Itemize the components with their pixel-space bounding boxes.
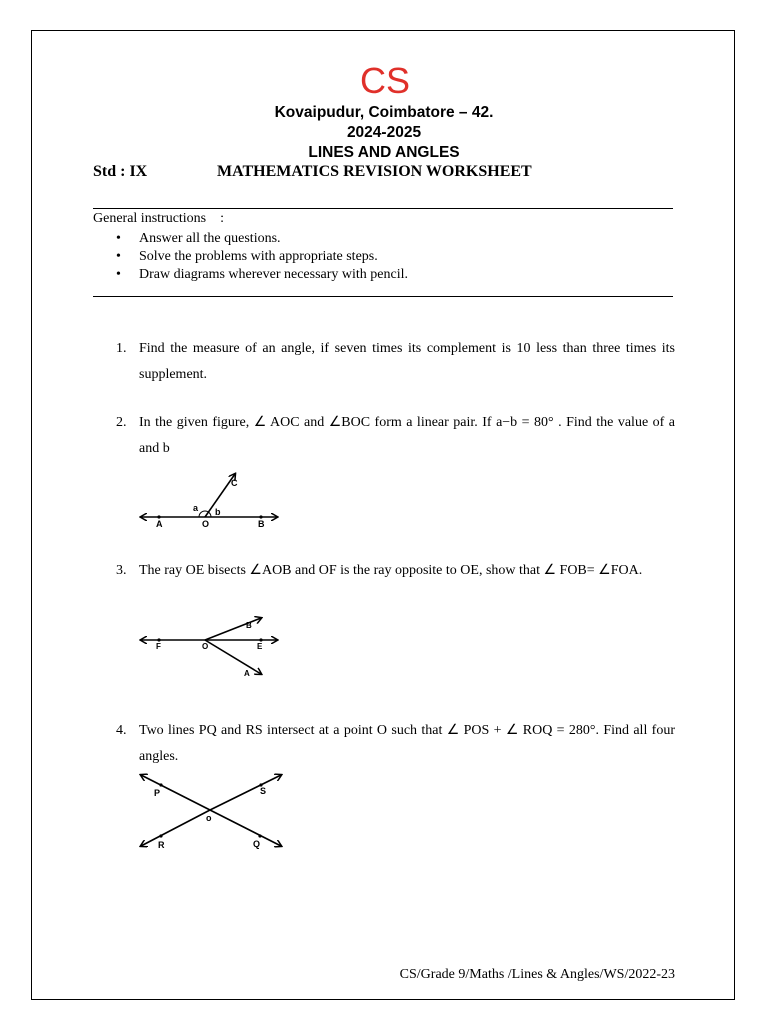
label-o: O xyxy=(202,519,210,529)
figure-intersecting-lines xyxy=(135,768,290,852)
divider-bottom xyxy=(93,296,673,297)
label-o: O xyxy=(202,642,209,651)
question-number: 2. xyxy=(116,415,127,430)
label-o: o xyxy=(206,813,212,823)
question-text: The ray OE bisects ∠AOB and OF is the ray opposite to OE, show that ∠ FOB= ∠FOA. xyxy=(139,563,643,578)
instruction-item: • Solve the problems with appropriate steps. xyxy=(116,249,378,264)
label-s: S xyxy=(260,786,267,796)
label-f: F xyxy=(156,642,161,651)
instructions-heading: General instructions : xyxy=(93,211,225,226)
figure-bisector xyxy=(135,612,285,680)
ray-os xyxy=(210,775,281,810)
question-4 xyxy=(116,718,675,770)
label-e: E xyxy=(257,642,263,651)
label-b: B xyxy=(246,621,252,630)
topic-title: LINES AND ANGLES xyxy=(308,144,460,161)
academic-year: 2024-2025 xyxy=(346,124,422,141)
question-text: Find the measure of an angle, if seven times its complement is 10 less than three times its supplement. xyxy=(139,341,675,382)
bullet-icon: • xyxy=(116,249,121,264)
ray-ob xyxy=(205,618,261,640)
label-r: R xyxy=(158,840,165,850)
label-angle-a: a xyxy=(193,503,199,513)
ray-oa xyxy=(205,640,261,674)
label-a: A xyxy=(244,669,250,678)
question-1 xyxy=(116,336,675,388)
instructions-list xyxy=(116,230,408,284)
question-3 xyxy=(116,558,675,584)
divider-top xyxy=(93,208,673,209)
label-b-point: B xyxy=(258,519,265,529)
bullet-icon: • xyxy=(116,267,121,282)
ray-oq xyxy=(210,810,281,846)
worksheet-title: MATHEMATICS REVISION WORKSHEET xyxy=(217,163,532,180)
std-label: Std : IX xyxy=(93,163,148,180)
label-p: P xyxy=(154,788,161,798)
label-a-point: A xyxy=(156,519,163,529)
instruction-item: • Draw diagrams wherever necessary with pencil. xyxy=(116,267,409,282)
label-angle-b: b xyxy=(215,507,221,517)
instruction-item: • Answer all the questions. xyxy=(116,231,281,246)
label-c: C xyxy=(231,478,238,488)
question-text: In the given figure, ∠ AOC and ∠BOC form a linear pair. If a−b = 80° . Find the value of a and b xyxy=(139,415,675,456)
logo-text: CS xyxy=(359,62,411,98)
question-number: 3. xyxy=(116,563,127,578)
figure-linear-pair xyxy=(135,470,285,532)
school-address: Kovaipudur, Coimbatore – 42. xyxy=(274,104,494,121)
footer-reference: CS/Grade 9/Maths /Lines & Angles/WS/2022-23 xyxy=(399,967,675,982)
school-logo xyxy=(355,62,415,98)
ray-or xyxy=(141,810,210,846)
question-text: Two lines PQ and RS intersect at a point O such that ∠ POS + ∠ ROQ = 280°. Find all four angles. xyxy=(139,723,675,764)
bullet-icon: • xyxy=(116,231,121,246)
question-2 xyxy=(116,410,675,462)
question-number: 1. xyxy=(116,341,127,356)
ray-op xyxy=(141,775,210,810)
label-q: Q xyxy=(253,839,261,849)
question-number: 4. xyxy=(116,723,127,738)
